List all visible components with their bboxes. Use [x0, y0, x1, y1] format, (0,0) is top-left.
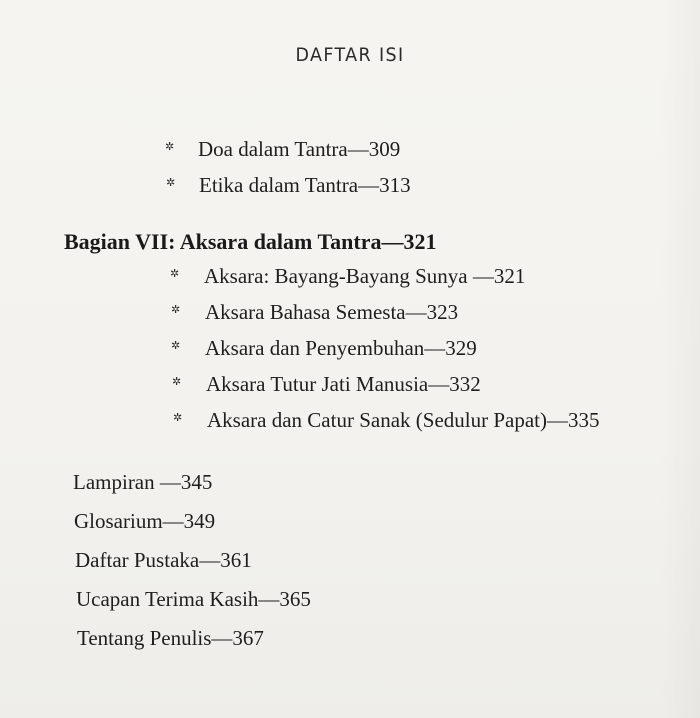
bullet-icon: ✲ [171, 303, 181, 316]
toc-entry-aksara-tutur: Aksara Tutur Jati Manusia—332 [206, 372, 481, 396]
page-title: DAFTAR ISI [295, 44, 405, 66]
toc-entry-etika: Etika dalam Tantra—313 [199, 173, 411, 197]
bullet-icon: ✲ [172, 375, 182, 388]
toc-entry-aksara-bahasa: Aksara Bahasa Semesta—323 [205, 300, 459, 324]
toc-part-heading: Bagian VII: Aksara dalam Tantra—321 [64, 229, 437, 254]
toc-entry-ucapan: Ucapan Terima Kasih—365 [76, 587, 311, 611]
toc-entry-doa: Doa dalam Tantra—309 [198, 137, 401, 161]
bullet-icon: ✲ [173, 411, 183, 424]
bullet-icon: ✲ [171, 339, 181, 352]
bullet-icon: ✲ [166, 176, 176, 189]
toc-entry-glosarium: Glosarium—349 [74, 509, 216, 533]
toc-entry-aksara-penyembuhan: Aksara dan Penyembuhan—329 [205, 336, 477, 360]
toc-entry-aksara-bayang: Aksara: Bayang-Bayang Sunya —321 [204, 264, 526, 288]
bullet-icon: ✲ [165, 140, 175, 153]
toc-entry-lampiran: Lampiran —345 [73, 470, 213, 494]
toc-entry-tentang-penulis: Tentang Penulis—367 [77, 626, 264, 650]
page-edge-shadow [660, 0, 700, 718]
toc-entry-daftar-pustaka: Daftar Pustaka—361 [75, 548, 252, 572]
bullet-icon: ✲ [170, 267, 180, 280]
toc-entry-aksara-catur: Aksara dan Catur Sanak (Sedulur Papat)—335 [207, 408, 600, 432]
